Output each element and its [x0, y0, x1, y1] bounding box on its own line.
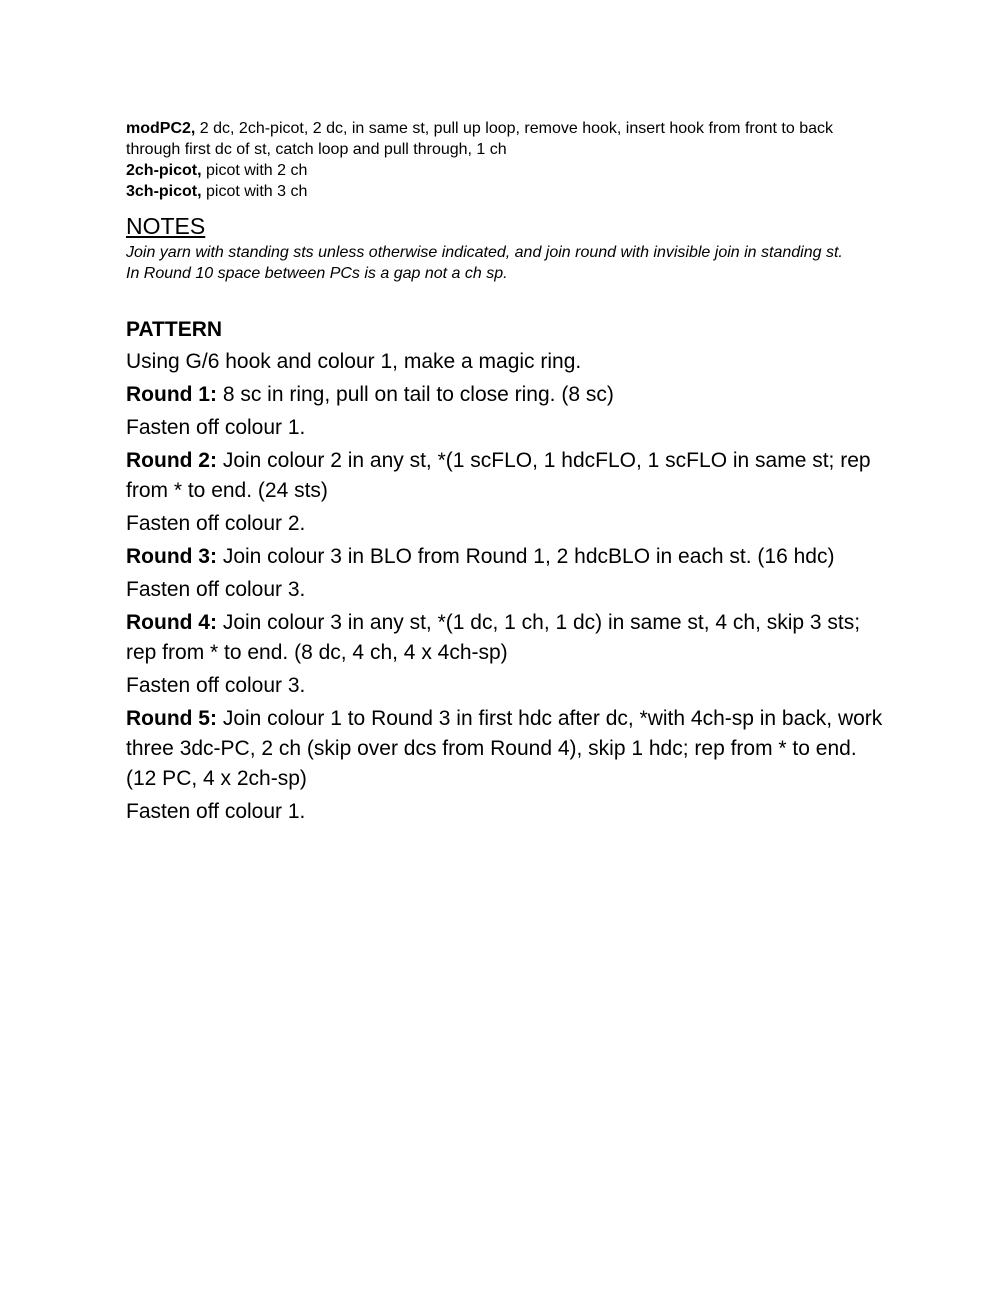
step-text: Fasten off colour 1.	[126, 800, 306, 823]
abbreviation-term: 2ch-picot,	[126, 162, 202, 179]
step-label: Round 5:	[126, 707, 217, 730]
abbreviation-term: modPC2,	[126, 120, 196, 137]
note-line: In Round 10 space between PCs is a gap not a ch sp.	[126, 265, 508, 282]
step-text: Join colour 2 in any st, *(1 scFLO, 1 hdcFLO, 1 scFLO in same st; rep from * to end. (24 sts)	[126, 449, 871, 502]
step-text: Fasten off colour 2.	[126, 512, 306, 535]
step-label: Round 2:	[126, 449, 217, 472]
note-line: Join yarn with standing sts unless otherwise indicated, and join round with invisible join in standing st.	[126, 244, 843, 261]
abbreviation-definition: picot with 2 ch	[201, 162, 308, 179]
pattern-step-fasten-off	[126, 797, 886, 827]
pattern-step-round-5	[126, 704, 886, 794]
step-text: Fasten off colour 3.	[126, 578, 306, 601]
abbreviation-definition: picot with 3 ch	[201, 183, 308, 200]
pattern-step-fasten-off	[126, 671, 886, 701]
step-label: Round 4:	[126, 611, 217, 634]
abbreviation-item	[126, 118, 886, 160]
pattern-step-fasten-off	[126, 575, 886, 605]
abbreviation-definition: 2 dc, 2ch-picot, 2 dc, in same st, pull up loop, remove hook, insert hook from front to back through first dc of st, catch loop and pull through, 1 ch	[126, 120, 833, 158]
pattern-heading: PATTERN	[126, 318, 223, 341]
step-text: Join colour 3 in BLO from Round 1, 2 hdcBLO in each st. (16 hdc)	[216, 545, 835, 568]
step-text: Join colour 3 in any st, *(1 dc, 1 ch, 1 dc) in same st, 4 ch, skip 3 sts; rep from * to end. (8 dc, 4 ch, 4 x 4ch-sp)	[126, 611, 861, 664]
pattern-step-round-1	[126, 380, 886, 410]
step-text: Fasten off colour 3.	[126, 674, 306, 697]
pattern-step-fasten-off	[126, 509, 886, 539]
abbreviation-list	[126, 118, 886, 202]
pattern-step-round-4	[126, 608, 886, 668]
step-text: Fasten off colour 1.	[126, 416, 306, 439]
step-text: 8 sc in ring, pull on tail to close ring. (8 sc)	[216, 383, 614, 406]
abbreviation-item	[126, 160, 886, 181]
abbreviation-term: 3ch-picot,	[126, 183, 202, 200]
pattern-intro: Using G/6 hook and colour 1, make a magic ring.	[126, 350, 582, 373]
step-text: Join colour 1 to Round 3 in first hdc after dc, *with 4ch-sp in back, work three 3dc-PC, 2 ch (skip over dcs from Round 4), skip 1 hdc; rep from * to end. (12 PC, 4 x 2ch-sp)	[126, 707, 883, 790]
notes-heading: NOTES	[126, 213, 206, 239]
pattern-step-fasten-off	[126, 413, 886, 443]
step-label: Round 1:	[126, 383, 217, 406]
pattern-step-round-2	[126, 446, 886, 506]
pattern-step-round-3	[126, 542, 886, 572]
abbreviation-item	[126, 181, 886, 202]
page-content	[126, 118, 886, 827]
step-label: Round 3:	[126, 545, 217, 568]
